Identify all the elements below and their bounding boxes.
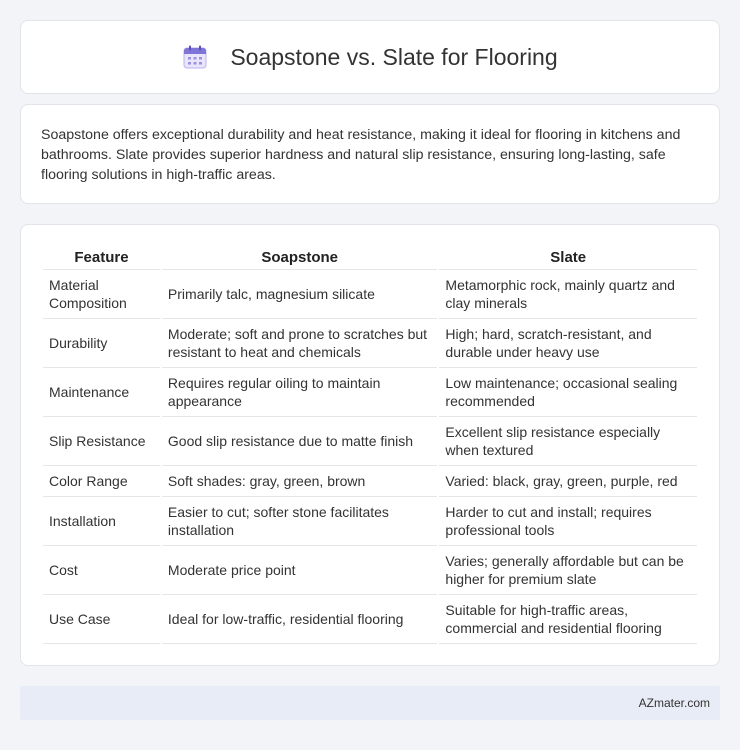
intro-card (20, 104, 720, 204)
slate-cell: Low maintenance; occasional sealing recommended (439, 368, 697, 417)
comparison-table-card (20, 224, 720, 666)
feature-cell: Slip Resistance (43, 417, 160, 466)
footer-brand[interactable]: AZmater.com (638, 696, 710, 710)
table-header-row (43, 243, 697, 270)
soapstone-cell: Soft shades: gray, green, brown (162, 466, 437, 497)
footer (20, 686, 720, 720)
soapstone-cell: Easier to cut; softer stone facilitates installation (162, 497, 437, 546)
slate-cell: Varies; generally affordable but can be higher for premium slate (439, 546, 697, 595)
header-slate: Slate (439, 243, 697, 270)
intro-text: Soapstone offers exceptional durability and heat resistance, making it ideal for flooring in kitchens and bathrooms. Slate provides superior hardness and natural slip resistance, ensuring long-lasting, safe flooring solutions in high-traffic areas. (41, 127, 681, 183)
soapstone-cell: Good slip resistance due to matte finish (162, 417, 437, 466)
feature-cell: Use Case (43, 595, 160, 644)
table-row (43, 595, 697, 644)
soapstone-cell: Ideal for low-traffic, residential flooring (162, 595, 437, 644)
slate-cell: Varied: black, gray, green, purple, red (439, 466, 697, 497)
table-row (43, 417, 697, 466)
header-soapstone: Soapstone (162, 243, 437, 270)
calendar-icon (182, 44, 208, 70)
feature-cell: Durability (43, 319, 160, 368)
table-row (43, 466, 697, 497)
header-feature: Feature (43, 243, 160, 270)
feature-cell: Material Composition (43, 270, 160, 319)
page-title: Soapstone vs. Slate for Flooring (230, 43, 558, 70)
table-row (43, 368, 697, 417)
feature-cell: Color Range (43, 466, 160, 497)
slate-cell: Harder to cut and install; requires professional tools (439, 497, 697, 546)
soapstone-cell: Moderate; soft and prone to scratches but resistant to heat and chemicals (162, 319, 437, 368)
comparison-table (41, 243, 699, 644)
table-row (43, 319, 697, 368)
title-card (20, 20, 720, 94)
table-row (43, 270, 697, 319)
slate-cell: Excellent slip resistance especially when textured (439, 417, 697, 466)
soapstone-cell: Moderate price point (162, 546, 437, 595)
feature-cell: Maintenance (43, 368, 160, 417)
slate-cell: Metamorphic rock, mainly quartz and clay minerals (439, 270, 697, 319)
slate-cell: High; hard, scratch-resistant, and durable under heavy use (439, 319, 697, 368)
feature-cell: Cost (43, 546, 160, 595)
soapstone-cell: Requires regular oiling to maintain appearance (162, 368, 437, 417)
soapstone-cell: Primarily talc, magnesium silicate (162, 270, 437, 319)
feature-cell: Installation (43, 497, 160, 546)
slate-cell: Suitable for high-traffic areas, commercial and residential flooring (439, 595, 697, 644)
table-row (43, 546, 697, 595)
table-row (43, 497, 697, 546)
